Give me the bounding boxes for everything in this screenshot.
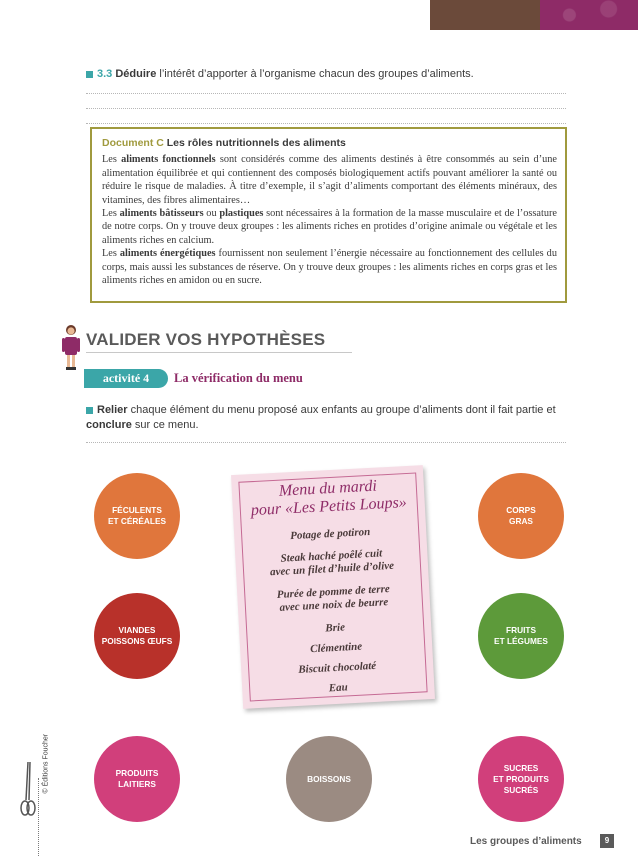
group-viandes-circle[interactable] bbox=[94, 593, 180, 679]
group-feculents-label-2: ET CÉRÉALES bbox=[107, 516, 167, 526]
menu-item-brie[interactable]: Brie bbox=[325, 621, 346, 635]
document-paragraph-3 bbox=[102, 247, 557, 287]
group-feculents-circle[interactable] bbox=[94, 473, 180, 559]
section-title: VALIDER VOS HYPOTHÈSES bbox=[86, 330, 326, 349]
menu-item-eau[interactable]: Eau bbox=[328, 681, 349, 695]
p1-keyword: aliments fonctionnels bbox=[121, 154, 216, 166]
bullet-square-icon bbox=[86, 71, 93, 78]
p2-keyword-2: plastiques bbox=[219, 208, 264, 220]
document-paragraph-2 bbox=[102, 207, 557, 247]
group-boissons-circle[interactable] bbox=[286, 736, 372, 822]
p3-text-c: fournissent non seulement l’énergie nécessaire au fonctionnement des cellules du corps, mais aussi les substances de réserve. On y trouve deux groupes : les aliments riches en corps gras et les aliments riches en amidon ou en sucre. bbox=[102, 248, 557, 287]
p3-text-a: Les bbox=[102, 248, 120, 260]
answer-line-2[interactable] bbox=[86, 108, 566, 109]
menu-title-line-1: Menu du mardi bbox=[278, 477, 378, 500]
question-verb: Déduire bbox=[115, 68, 157, 80]
group-boissons-label: BOISSONS bbox=[307, 773, 351, 784]
group-fruits-label-2: ET LÉGUMES bbox=[494, 636, 548, 646]
p1-text-c: sont considérés comme des aliments destinés à être consommés au sein d’une alimentation équilibrée et qui contiennent des composés biologiquement actifs pouvant améliorer la santé ou réduire le risque de maladies. À titre d’exemple, il s’agit d’aliments comportant des éléments minéraux, des vitamines, des fibres alimentaires… bbox=[102, 154, 557, 206]
instruction-verb-1: Relier bbox=[97, 404, 128, 416]
group-laitiers-label-2: LAITIERS bbox=[118, 779, 156, 789]
activity-title: La vérification du menu bbox=[174, 371, 303, 385]
document-c-heading bbox=[102, 137, 557, 150]
character-icon bbox=[60, 323, 82, 371]
header-band-brown bbox=[430, 0, 540, 30]
document-label: Document C bbox=[102, 137, 164, 149]
p1-text-a: Les bbox=[102, 154, 122, 166]
group-laitiers-circle[interactable] bbox=[94, 736, 180, 822]
scissors-icon bbox=[18, 760, 38, 820]
group-viandes-label-2: POISSONS ŒUFS bbox=[101, 636, 173, 646]
instruction-text-1: chaque élément du menu proposé aux enfants au groupe d’aliments dont il fait partie et bbox=[127, 404, 556, 416]
menu-item-biscuit[interactable]: Biscuit chocolaté bbox=[298, 659, 377, 676]
document-c-body bbox=[102, 137, 557, 287]
menu-card bbox=[231, 465, 435, 709]
menu-item-potage[interactable]: Potage de potiron bbox=[289, 525, 371, 543]
section-divider bbox=[86, 352, 352, 353]
group-fruits-label-1: FRUITS bbox=[506, 625, 536, 635]
menu-item-puree-line-1: Purée de pomme de terre bbox=[276, 583, 391, 601]
document-title: Les rôles nutritionnels des aliments bbox=[166, 137, 346, 149]
group-sucres-label-3: SUCRÉS bbox=[503, 784, 539, 795]
group-corps-label-1: CORPS bbox=[506, 505, 536, 515]
footer-chapter-title: Les groupes d’aliments bbox=[470, 836, 582, 847]
activity-badge: activité 4 bbox=[84, 369, 168, 388]
group-sucres-label-1: SUCRES bbox=[503, 762, 539, 773]
group-sucres-circle[interactable] bbox=[478, 736, 564, 822]
question-number: 3.3 bbox=[97, 68, 113, 80]
p2-keyword-1: aliments bâtisseurs bbox=[119, 208, 204, 220]
p2-text-e: sont nécessaires à la formation de la masse musculaire et de l’ossature de notre corps. On y trouve deux groupes : les aliments riches en protides d’origine animale ou végétale et les aliments riches en calcium. bbox=[102, 208, 557, 246]
p2-text-a: Les bbox=[102, 208, 120, 220]
menu-item-puree-line-2: avec une noix de beurre bbox=[279, 596, 389, 614]
instruction-verb-2: conclure bbox=[86, 419, 132, 431]
p3-keyword: aliments énergétiques bbox=[119, 248, 216, 260]
menu-item-steak-line-2: avec un filet d’huile d’olive bbox=[269, 559, 395, 579]
activity-instruction bbox=[86, 403, 556, 433]
question-text: l’intérêt d’apporter à l’organisme chacun des groupes d’aliments. bbox=[159, 68, 474, 80]
answer-line-3[interactable] bbox=[86, 123, 566, 124]
instruction-text-2: sur ce menu. bbox=[131, 419, 199, 431]
group-corps-gras-circle[interactable] bbox=[478, 473, 564, 559]
group-sucres-label-2: ET PRODUITS bbox=[493, 773, 549, 784]
answer-line-1[interactable] bbox=[86, 93, 566, 94]
document-c-box bbox=[90, 127, 567, 303]
copyright-container bbox=[38, 733, 52, 796]
document-paragraph-1 bbox=[102, 153, 557, 207]
group-fruits-circle[interactable] bbox=[478, 593, 564, 679]
menu-title-line-2: pour «Les Petits Loups» bbox=[250, 494, 408, 520]
question-3-3 bbox=[86, 68, 474, 80]
header-band-purple bbox=[540, 0, 638, 30]
bullet-square-icon bbox=[86, 407, 93, 414]
group-feculents-label-1: FÉCULENTS bbox=[112, 505, 162, 515]
group-viandes-label-1: VIANDES bbox=[118, 625, 156, 635]
menu-item-steak-line-1: Steak haché poêlé cuit bbox=[280, 547, 383, 565]
p2-text-c: ou bbox=[203, 208, 220, 220]
group-laitiers-label-1: PRODUITS bbox=[115, 768, 159, 778]
menu-item-clementine[interactable]: Clémentine bbox=[309, 640, 363, 656]
copyright-text: © Éditions Foucher bbox=[42, 733, 50, 794]
page-number: 9 bbox=[600, 834, 614, 848]
group-corps-label-2: GRAS bbox=[509, 516, 533, 526]
answer-line-4[interactable] bbox=[86, 442, 566, 443]
cut-line bbox=[38, 778, 40, 856]
